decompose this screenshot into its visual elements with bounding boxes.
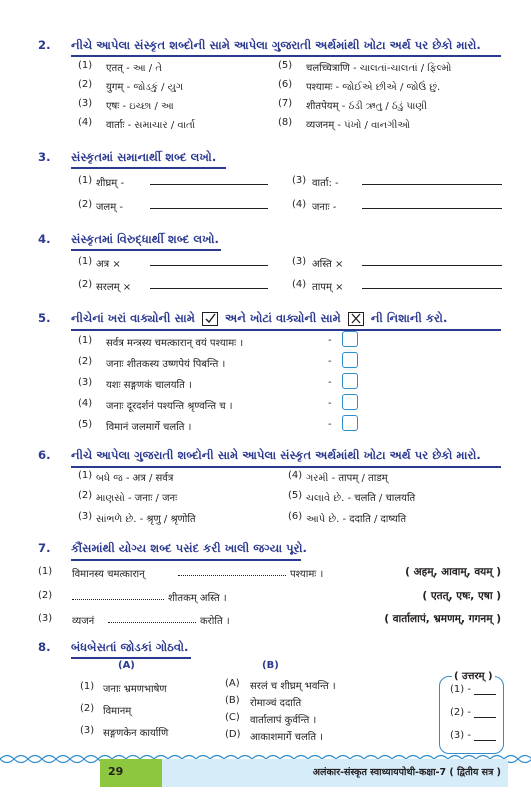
options-bracket: ( एतत्, एषः, एषा ): [422, 590, 501, 602]
answer-blank[interactable]: [362, 288, 502, 289]
item-number: (5): [278, 60, 293, 71]
item-text: આપે છે. - ददाति / दाष्यति: [306, 514, 407, 525]
item-text: चलच्चित्राणि - ચાલતાં-ચાલતાં / ફિલ્મો: [306, 63, 452, 74]
item-text: करोति ।: [200, 616, 230, 627]
title-part: અને ખોટાં વાક્યોની સામે: [225, 311, 341, 325]
page-number: 29: [108, 765, 124, 778]
item-number: (3): [78, 511, 93, 522]
options-bracket: ( अहम्, आवाम्, वयम् ): [405, 566, 501, 578]
fill-blank[interactable]: [178, 575, 286, 576]
item-number: (C): [225, 712, 240, 723]
item-text: બધે જ - अत्र / सर्वत्र: [96, 473, 174, 484]
item-text: वार्ता: -: [312, 178, 339, 189]
question-title: બંધબેસતાં જોડકાં ગોઠવો.: [71, 640, 189, 654]
answer-label: (1) -: [450, 684, 471, 695]
item-text: व्यजनं: [72, 616, 95, 627]
item-text: विमानं जलमार्गे चलति ।: [106, 422, 192, 433]
item-number: (2): [78, 279, 93, 290]
item-number: (1): [78, 60, 93, 71]
item-text: સાંભળે છે. - श्रृणु / श्रृणोति: [96, 514, 196, 525]
item-number: (5): [288, 490, 303, 501]
item-number: (2): [38, 590, 53, 601]
heading-underline: [71, 55, 501, 57]
question-number: 2.: [38, 38, 51, 52]
question-title: [71, 311, 447, 326]
answer-panel: [439, 676, 504, 754]
question-number: 4.: [38, 232, 51, 246]
item-number: (3): [292, 175, 307, 186]
item-text: ચલાવે છે. - चलति / चालयति: [306, 493, 416, 504]
item-number: (B): [225, 695, 240, 706]
item-text: तापम् ×: [312, 282, 344, 293]
item-text: अस्ति ×: [312, 259, 344, 270]
item-text: शीतकम् अस्ति ।: [168, 593, 227, 604]
heading-underline: [71, 466, 501, 468]
question-title: નીચે આપેલા ગુજરાતી શબ્દોની સામે આપેલા સંસ્કૃત અર્થમાંથી ખોટા અર્થ પર છેકો મારો.: [71, 448, 481, 462]
item-number: (3): [38, 613, 53, 624]
item-number: (4): [78, 398, 93, 409]
item-number: (1): [78, 470, 93, 481]
answer-blank[interactable]: [474, 717, 496, 718]
answer-blank[interactable]: [474, 694, 496, 695]
fill-blank[interactable]: [108, 622, 196, 623]
item-text: जनाः भ्रमणभाषेण: [103, 684, 167, 695]
item-number: (1): [78, 256, 93, 267]
item-number: (3): [292, 256, 307, 267]
item-number: (1): [78, 175, 93, 186]
answer-checkbox[interactable]: [342, 373, 358, 389]
cross-box-icon: [348, 312, 364, 326]
item-text: सर्वत्र मन्त्रस्य चमत्कारान् वयं पश्यामः ।: [106, 338, 244, 349]
item-text: માણસો - जनाः / जनः: [96, 493, 178, 504]
heading-underline: [71, 559, 301, 561]
item-text: सरलम् ×: [96, 282, 132, 293]
item-text: आकाशमार्गे चलति ।: [250, 732, 324, 743]
page-number-tab: [100, 759, 162, 787]
answer-blank[interactable]: [150, 184, 268, 185]
item-number: (5): [78, 419, 93, 430]
answer-checkbox[interactable]: [342, 331, 358, 347]
item-dash: -: [328, 377, 332, 388]
fill-blank[interactable]: [72, 599, 164, 600]
item-text: शीघ्रम् -: [96, 178, 125, 189]
question-title: સંસ્કૃતમાં સમાનાર્થી શબ્દ લખો.: [71, 150, 217, 164]
heading-underline: [71, 657, 191, 659]
item-text: जनाः दूरदर्शनं पश्यन्ति श्रृण्वन्ति च ।: [106, 401, 233, 412]
item-number: (2): [78, 199, 93, 210]
item-number: (4): [292, 199, 307, 210]
item-number: (8): [278, 117, 293, 128]
heading-underline: [71, 329, 501, 331]
item-text: वार्तालापं कुर्वन्ति ।: [250, 715, 317, 726]
book-title: अलंकार-संस्कृत स्वाध्यायपोथी-कक्षा-7 ( द्वितीय सत्र ): [312, 767, 501, 778]
answer-checkbox[interactable]: [342, 394, 358, 410]
item-number: (4): [288, 470, 303, 481]
item-number: (A): [225, 678, 240, 689]
item-text: शीतपेयम् - ઠંડી ઋતુ / ઠંડું પાણી: [306, 101, 427, 112]
item-text: जलम् -: [96, 202, 123, 213]
question-number: 5.: [38, 311, 51, 325]
item-text: व्यजनम् - પંખો / વાનગીઓ: [306, 120, 411, 131]
answer-panel-title: ( उत्तरम् ): [452, 668, 495, 682]
question-title: નીચે આપેલા સંસ્કૃત શબ્દોની સામે આપેલા ગુજરાતી અર્થમાંથી ખોટા અર્થ પર છેકો મારો.: [71, 38, 481, 52]
item-dash: -: [328, 335, 332, 346]
answer-checkbox[interactable]: [342, 415, 358, 431]
item-number: (1): [38, 566, 53, 577]
question-number: 7.: [38, 541, 51, 555]
answer-blank[interactable]: [150, 288, 268, 289]
answer-checkbox[interactable]: [342, 352, 358, 368]
item-text: ગરમી - तापम् / ताडम्: [306, 473, 388, 484]
column-b-header: (B): [262, 660, 279, 671]
item-number: (2): [78, 356, 93, 367]
item-text: यशः सङ्गणकं चालयति ।: [106, 380, 192, 391]
answer-blank[interactable]: [362, 265, 502, 266]
heading-underline: [71, 167, 226, 169]
item-number: (D): [225, 729, 241, 740]
question-title: સંસ્કૃતમાં વિરુદ્ધાર્થી શબ્દ લખો.: [71, 232, 219, 246]
item-number: (1): [78, 335, 93, 346]
item-number: (2): [78, 79, 93, 90]
item-dash: -: [328, 419, 332, 430]
item-text: युगम् - જોડકું / યુગ: [106, 82, 184, 93]
item-text: वार्ताः - સમાચાર / વાર્તા: [106, 120, 196, 131]
item-text: सरलं च शीघ्रम् भवन्ति ।: [250, 681, 336, 692]
item-number: (2): [80, 703, 95, 714]
item-text: विमानम्: [103, 706, 132, 717]
options-bracket: ( वार्तालापं, भ्रमणम्, गगनम् ): [384, 613, 501, 625]
question-title: કૌંસમાંથી યોગ્ય શબ્દ પસંદ કરી ખાલી જગ્યા પૂરો.: [71, 541, 307, 555]
item-text: विमानस्य चमत्कारान्: [72, 569, 145, 580]
title-part: નીચેનાં ખરાં વાક્યોની સામે: [71, 311, 195, 325]
heading-underline: [71, 249, 221, 251]
item-dash: -: [328, 398, 332, 409]
item-number: (4): [78, 117, 93, 128]
item-text: जनाः -: [312, 202, 337, 213]
item-text: सङ्गणकेन कार्याणि: [103, 728, 169, 739]
item-number: (7): [278, 98, 293, 109]
question-number: 6.: [38, 448, 51, 462]
answer-blank[interactable]: [362, 208, 502, 209]
item-number: (3): [78, 377, 93, 388]
answer-blank[interactable]: [150, 208, 268, 209]
question-number: 3.: [38, 150, 51, 164]
answer-label: (3) -: [450, 730, 471, 741]
item-number: (3): [80, 725, 95, 736]
item-number: (3): [78, 98, 93, 109]
item-text: पश्यामः ।: [290, 569, 324, 580]
checkmark-box-icon: [202, 312, 218, 326]
item-dash: -: [328, 356, 332, 367]
item-text: एषः - ઇચ્છા / આ: [106, 101, 174, 112]
answer-blank[interactable]: [150, 265, 268, 266]
item-number: (4): [292, 279, 307, 290]
item-number: (1): [80, 681, 95, 692]
title-part: ની નિશાની કરો.: [370, 311, 448, 325]
answer-label: (2) -: [450, 707, 471, 718]
item-number: (6): [278, 79, 293, 90]
answer-blank[interactable]: [362, 184, 502, 185]
item-text: एतत् - આ / તે: [106, 63, 162, 74]
question-number: 8.: [38, 640, 51, 654]
item-text: जनाः शीतकस्य उष्णपेयं पिबन्ति ।: [106, 359, 226, 370]
item-number: (2): [78, 490, 93, 501]
answer-blank[interactable]: [474, 740, 496, 741]
item-text: अत्र ×: [96, 259, 121, 270]
item-number: (6): [288, 511, 303, 522]
item-text: पश्यामः - જોઈએ છીએ / જોઉં છું.: [306, 82, 441, 93]
item-text: रोमाञ्चं ददाति: [250, 698, 302, 709]
column-a-header: (A): [118, 660, 135, 671]
